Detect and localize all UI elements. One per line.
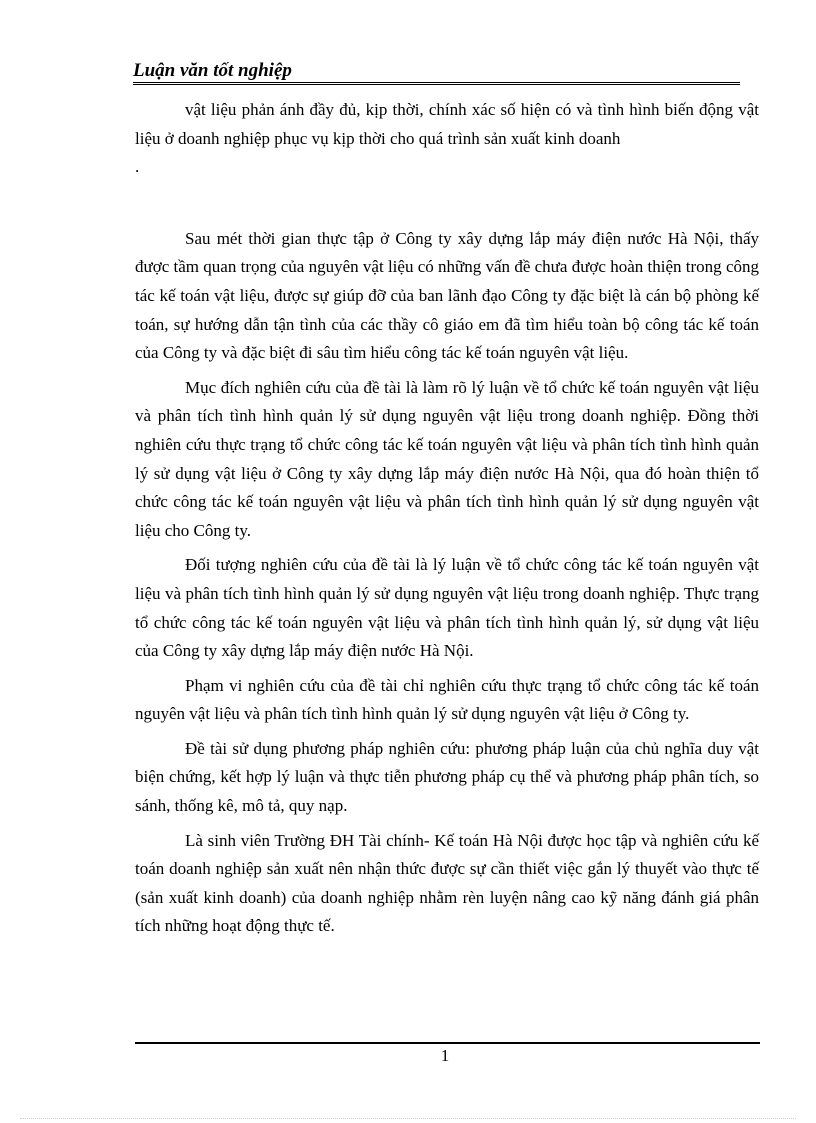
page-number: 1: [440, 1046, 450, 1065]
header-title: Luận văn tốt nghiệp: [133, 60, 292, 81]
footer-rule: [135, 1042, 760, 1044]
paragraph-scope: Phạm vi nghiên cứu của đề tài chỉ nghiên cứu thực trạng tổ chức công tác kế toán nguyên vật liệu và phân tích tình hình quản lý sử dụng nguyên vật liệu ở Công ty.: [135, 675, 759, 724]
paragraph-method: Đề tài sử dụng phương pháp nghiên cứu: phương pháp luận của chủ nghĩa duy vật biện chứng, kết hợp lý luận và thực tiễn phương pháp cụ thể và phương pháp phân tích, so sánh, thống kê, mô tả, quy nạp.: [135, 738, 759, 816]
paragraph-end-mark: .: [135, 157, 140, 177]
page-bottom-border: [20, 1118, 796, 1119]
header-rule: [133, 82, 740, 85]
paragraph-purpose: Mục đích nghiên cứu của đề tài là làm rõ lý luận về tổ chức kế toán nguyên vật liệu và phân tích tình hình quản lý sử dụng nguyên vật liệu trong doanh nghiệp. Đồng thời nghiên cứu thực trạng tổ chức công tác kế toán nguyên vật liệu và phân tích tình hình quản lý sử dụng vật liệu ở Công ty xây dựng lắp máy điện nước Hà Nội, qua đó hoàn thiện tổ chức công tác kế toán nguyên vật liệu và phân tích tình hình quản lý sử dụng nguyên vật liệu cho Công ty.: [135, 377, 759, 540]
paragraph-continuation: vật liệu phản ánh đầy đủ, kịp thời, chính xác số hiện có và tình hình biến động vật liệu ở doanh nghiệp phục vụ kịp thời cho quá trình sản xuất kinh doanh: [135, 100, 759, 148]
paragraph-student: Là sinh viên Trường ĐH Tài chính- Kế toán Hà Nội được học tập và nghiên cứu kế toán doanh nghiệp sản xuất nên nhận thức được sự cần thiết việc gắn lý thuyết vào thực tế (sản xuất kinh doanh) của doanh nghiệp nhằm rèn luyện nâng cao kỹ năng đánh giá phân tích những hoạt động thực tế.: [135, 830, 759, 936]
paragraph-subject: Đối tượng nghiên cứu của đề tài là lý luận về tổ chức công tác kế toán nguyên vật liệu và phân tích tình hình quản lý sử dụng nguyên vật liệu trong doanh nghiệp. Thực trạng tổ chức công tác kế toán nguyên vật liệu và phân tích tình hình quản lý, sử dụng vật liệu của Công ty xây dựng lắp máy điện nước Hà Nội.: [135, 555, 759, 661]
paragraph-internship: Sau mét thời gian thực tập ở Công ty xây dựng lắp máy điện nước Hà Nội, thấy được tầm quan trọng của nguyên vật liệu có những vấn đề chưa được hoàn thiện trong công tác kế toán vật liệu, được sự giúp đỡ của ban lãnh đạo Công ty đặc biệt là cán bộ phòng kế toán, sự hướng dẫn tận tình của các thầy cô giáo em đã tìm hiểu toàn bộ công tác kế toán của Công ty và đặc biệt đi sâu tìm hiểu công tác kế toán nguyên vật liệu.: [135, 228, 759, 363]
page-number-container: [0, 1046, 816, 1066]
body-text: [135, 96, 759, 941]
paragraph-gap: [135, 182, 759, 225]
